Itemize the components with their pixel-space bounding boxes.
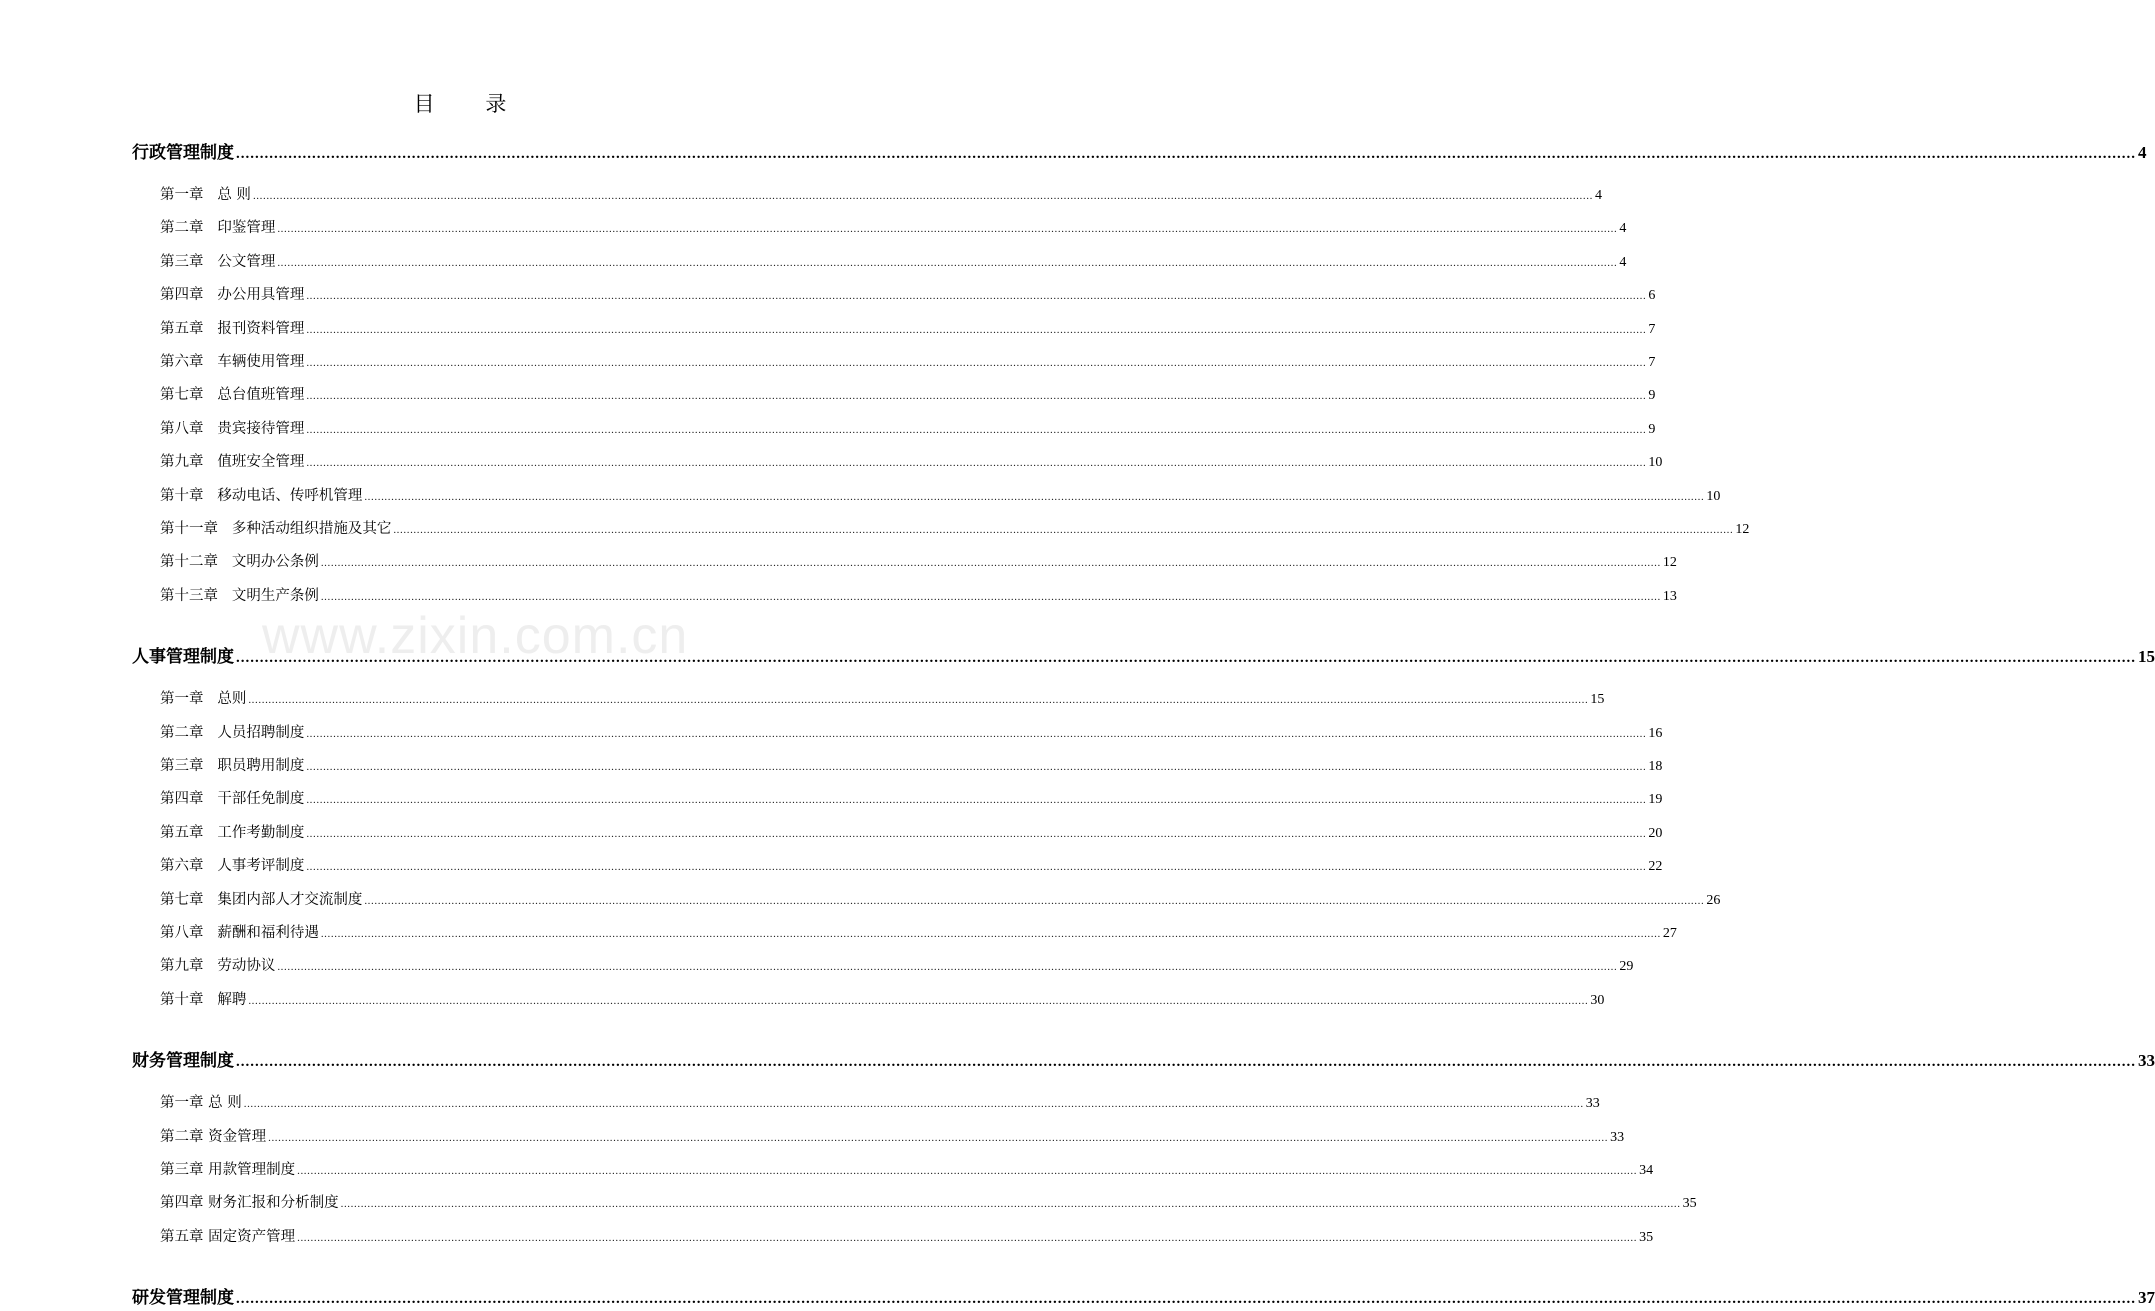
dot-leader: ................................................................................................................................................................................................................................................................................................................................................................................................................	[320, 591, 1661, 603]
toc-entry-page-number: 27	[1662, 926, 1677, 941]
toc-entry-label: 第十章 解聘	[160, 992, 247, 1008]
toc-chapter-entry[interactable]	[160, 1225, 1654, 1249]
toc-chapter-entry[interactable]	[160, 954, 1634, 978]
dot-leader: ................................................................................................................................................................................................................................................................................................................................................................................................................	[236, 1054, 2136, 1070]
dot-leader: ................................................................................................................................................................................................................................................................................................................................................................................................................	[306, 794, 1647, 806]
dot-leader: ................................................................................................................................................................................................................................................................................................................................................................................................................	[364, 491, 1705, 503]
dot-leader: ................................................................................................................................................................................................................................................................................................................................................................................................................	[248, 694, 1589, 706]
toc-entry-page-number: 19	[1648, 792, 1663, 807]
toc-entry-label: 第十三章 文明生产条例	[160, 588, 319, 604]
toc-entry-page-number: 35	[1639, 1230, 1654, 1245]
toc-chapter-entry[interactable]	[160, 484, 1721, 508]
dot-leader: ................................................................................................................................................................................................................................................................................................................................................................................................................	[320, 557, 1661, 569]
page-title: 目 录	[413, 92, 529, 116]
toc-chapter-entry[interactable]	[160, 687, 1605, 711]
toc-chapter-entry[interactable]	[160, 1125, 1625, 1149]
toc-entry-label: 第三章 用款管理制度	[160, 1162, 296, 1178]
dot-leader: ................................................................................................................................................................................................................................................................................................................................................................................................................	[306, 861, 1647, 873]
toc-entry-label: 第五章 报刊资料管理	[160, 321, 305, 337]
toc-entry-label: 第一章 总 则	[160, 1095, 242, 1111]
dot-leader: ................................................................................................................................................................................................................................................................................................................................................................................................................	[297, 1165, 1638, 1177]
toc-entry-page-number: 34	[1639, 1163, 1654, 1178]
toc-section-entry[interactable]	[132, 1286, 2155, 1310]
toc-entry-label: 第六章 车辆使用管理	[160, 354, 305, 370]
toc-entry-page-number: 30	[1590, 993, 1605, 1008]
toc-entry-page-number: 26	[1706, 893, 1721, 908]
dot-leader: ................................................................................................................................................................................................................................................................................................................................................................................................................	[306, 324, 1647, 336]
dot-leader: ................................................................................................................................................................................................................................................................................................................................................................................................................	[306, 390, 1647, 402]
toc-chapter-entry[interactable]	[160, 854, 1663, 878]
dot-leader: ................................................................................................................................................................................................................................................................................................................................................................................................................	[277, 257, 1618, 269]
dot-leader: ................................................................................................................................................................................................................................................................................................................................................................................................................	[306, 357, 1647, 369]
toc-chapter-entry[interactable]	[160, 183, 1602, 207]
watermark-text: www.zixin.com.cn	[262, 607, 689, 665]
toc-entry-label: 第二章 人员招聘制度	[160, 725, 305, 741]
toc-entry-label: 财务管理制度	[132, 1051, 234, 1071]
toc-entry-page-number: 12	[1735, 522, 1750, 537]
toc-entry-page-number: 35	[1682, 1196, 1697, 1211]
toc-entry-page-number: 7	[1648, 355, 1656, 370]
dot-leader: ................................................................................................................................................................................................................................................................................................................................................................................................................	[306, 728, 1647, 740]
toc-entry-page-number: 37	[2138, 1288, 2155, 1307]
dot-leader: ................................................................................................................................................................................................................................................................................................................................................................................................................	[268, 1132, 1609, 1144]
toc-entry-label: 第七章 总台值班管理	[160, 387, 305, 403]
toc-chapter-entry[interactable]	[160, 988, 1605, 1012]
toc-entry-label: 第八章 薪酬和福利待遇	[160, 925, 319, 941]
toc-entry-label: 第一章 总 则	[160, 187, 251, 203]
toc-entry-page-number: 20	[1648, 826, 1663, 841]
toc-section-entry[interactable]	[132, 645, 2155, 669]
dot-leader: ................................................................................................................................................................................................................................................................................................................................................................................................................	[243, 1098, 1584, 1110]
toc-entry-page-number: 6	[1648, 288, 1656, 303]
toc-entry-label: 第八章 贵宾接待管理	[160, 421, 305, 437]
toc-entry-page-number: 15	[1590, 692, 1605, 707]
toc-entry-label: 第四章 财务汇报和分析制度	[160, 1195, 339, 1211]
toc-chapter-entry[interactable]	[160, 584, 1677, 608]
toc-entry-page-number: 15	[2138, 647, 2155, 666]
toc-chapter-entry[interactable]	[160, 283, 1656, 307]
toc-entry-label: 第三章 职员聘用制度	[160, 758, 305, 774]
toc-entry-page-number: 33	[1610, 1130, 1625, 1145]
toc-entry-page-number: 10	[1706, 489, 1721, 504]
toc-entry-label: 第二章 资金管理	[160, 1129, 267, 1145]
toc-entry-label: 第三章 公文管理	[160, 254, 276, 270]
toc-chapter-entry[interactable]	[160, 1091, 1600, 1115]
toc-chapter-entry[interactable]	[160, 383, 1656, 407]
toc-entry-page-number: 29	[1619, 959, 1634, 974]
toc-chapter-entry[interactable]	[160, 754, 1663, 778]
toc-chapter-entry[interactable]	[160, 921, 1677, 945]
toc-chapter-entry[interactable]	[160, 550, 1677, 574]
dot-leader: ................................................................................................................................................................................................................................................................................................................................................................................................................	[236, 1291, 2136, 1307]
dot-leader: ................................................................................................................................................................................................................................................................................................................................................................................................................	[277, 223, 1618, 235]
toc-entry-label: 第二章 印鉴管理	[160, 220, 276, 236]
toc-entry-page-number: 4	[2138, 143, 2147, 162]
dot-leader: ................................................................................................................................................................................................................................................................................................................................................................................................................	[236, 650, 2136, 666]
toc-chapter-entry[interactable]	[160, 821, 1663, 845]
toc-entry-label: 第十二章 文明办公条例	[160, 554, 319, 570]
toc-section-entry[interactable]	[132, 141, 2147, 165]
dot-leader: ................................................................................................................................................................................................................................................................................................................................................................................................................	[236, 146, 2136, 162]
toc-entry-page-number: 33	[2138, 1051, 2155, 1070]
toc-entry-label: 第九章 劳动协议	[160, 958, 276, 974]
toc-entry-label: 研发管理制度	[132, 1288, 234, 1308]
toc-entry-page-number: 13	[1662, 589, 1677, 604]
toc-chapter-entry[interactable]	[160, 216, 1627, 240]
toc-entry-page-number: 4	[1594, 188, 1602, 203]
dot-leader: ................................................................................................................................................................................................................................................................................................................................................................................................................	[306, 457, 1647, 469]
dot-leader: ................................................................................................................................................................................................................................................................................................................................................................................................................	[306, 828, 1647, 840]
dot-leader: ................................................................................................................................................................................................................................................................................................................................................................................................................	[297, 1232, 1638, 1244]
toc-entry-page-number: 33	[1585, 1096, 1600, 1111]
dot-leader: ................................................................................................................................................................................................................................................................................................................................................................................................................	[248, 995, 1589, 1007]
dot-leader: ................................................................................................................................................................................................................................................................................................................................................................................................................	[340, 1198, 1681, 1210]
dot-leader: ................................................................................................................................................................................................................................................................................................................................................................................................................	[393, 524, 1734, 536]
toc-entry-page-number: 10	[1648, 455, 1663, 470]
toc-entry-page-number: 9	[1648, 422, 1656, 437]
toc-chapter-entry[interactable]	[160, 317, 1656, 341]
dot-leader: ................................................................................................................................................................................................................................................................................................................................................................................................................	[306, 761, 1647, 773]
toc-chapter-entry[interactable]	[160, 1191, 1697, 1215]
toc-chapter-entry[interactable]	[160, 721, 1663, 745]
toc-entry-label: 第四章 干部任免制度	[160, 791, 305, 807]
dot-leader: ................................................................................................................................................................................................................................................................................................................................................................................................................	[364, 895, 1705, 907]
toc-entry-label: 第五章 固定资产管理	[160, 1229, 296, 1245]
dot-leader: ................................................................................................................................................................................................................................................................................................................................................................................................................	[277, 961, 1618, 973]
toc-entry-label: 人事管理制度	[132, 647, 234, 667]
toc-entry-label: 第九章 值班安全管理	[160, 454, 305, 470]
toc-entry-page-number: 22	[1648, 859, 1663, 874]
toc-chapter-entry[interactable]	[160, 787, 1663, 811]
toc-entry-page-number: 12	[1662, 555, 1677, 570]
toc-entry-page-number: 16	[1648, 726, 1663, 741]
toc-chapter-entry[interactable]	[160, 417, 1656, 441]
toc-entry-label: 第四章 办公用具管理	[160, 287, 305, 303]
dot-leader: ................................................................................................................................................................................................................................................................................................................................................................................................................	[320, 928, 1661, 940]
toc-section-entry[interactable]	[132, 1049, 2155, 1073]
toc-entry-label: 行政管理制度	[132, 143, 234, 163]
toc-chapter-entry[interactable]	[160, 517, 1750, 541]
toc-entry-label: 第一章 总则	[160, 691, 247, 707]
toc-entry-page-number: 4	[1619, 255, 1627, 270]
toc-entry-page-number: 7	[1648, 322, 1656, 337]
toc-entry-page-number: 18	[1648, 759, 1663, 774]
toc-entry-page-number: 4	[1619, 221, 1627, 236]
toc-entry-page-number: 9	[1648, 388, 1656, 403]
toc-chapter-entry[interactable]	[160, 350, 1656, 374]
toc-chapter-entry[interactable]	[160, 250, 1627, 274]
dot-leader: ................................................................................................................................................................................................................................................................................................................................................................................................................	[306, 290, 1647, 302]
toc-entry-label: 第七章 集团内部人才交流制度	[160, 892, 363, 908]
toc-chapter-entry[interactable]	[160, 1158, 1654, 1182]
toc-entry-label: 第五章 工作考勤制度	[160, 825, 305, 841]
toc-entry-label: 第十一章 多种活动组织措施及其它	[160, 521, 392, 537]
toc-chapter-entry[interactable]	[160, 450, 1663, 474]
toc-entry-label: 第十章 移动电话、传呼机管理	[160, 488, 363, 504]
toc-chapter-entry[interactable]	[160, 888, 1721, 912]
toc-entry-label: 第六章 人事考评制度	[160, 858, 305, 874]
dot-leader: ................................................................................................................................................................................................................................................................................................................................................................................................................	[306, 424, 1647, 436]
dot-leader: ................................................................................................................................................................................................................................................................................................................................................................................................................	[252, 190, 1593, 202]
